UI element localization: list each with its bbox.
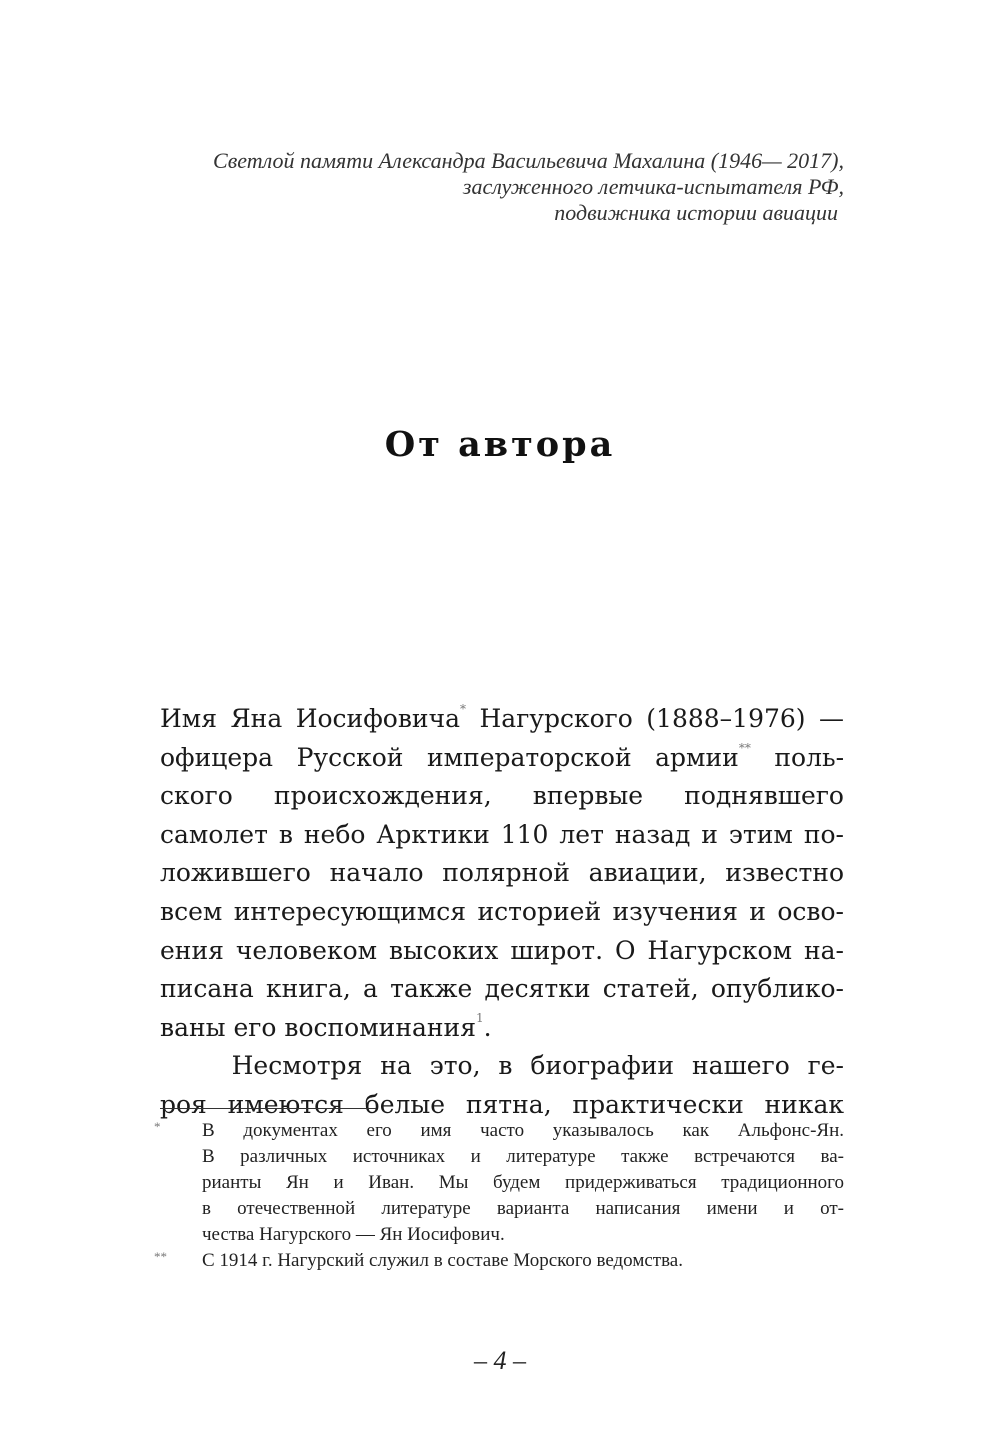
footnote-line: в отечественной литературе варианта написания имени и от- bbox=[202, 1198, 844, 1219]
page-number: – 4 – bbox=[474, 1346, 526, 1375]
body-text bbox=[160, 700, 844, 1125]
footnote-ref[interactable]: * bbox=[460, 702, 467, 716]
footnote-mark: ** bbox=[154, 1249, 167, 1264]
footnote-line: В различных источниках и литературе также встречаются ва- bbox=[202, 1146, 844, 1167]
footnote-divider bbox=[160, 1108, 376, 1109]
body-line: самолет в небо Арктики 110 лет назад и этим по- bbox=[160, 819, 844, 849]
footnote bbox=[154, 1118, 844, 1248]
footnote-line: чества Нагурского — Ян Иосифович. bbox=[202, 1224, 505, 1245]
body-line: всем интересующимся историей изучения и осво- bbox=[160, 896, 844, 926]
epigraph-line: заслуженного летчика-испытателя РФ, bbox=[462, 174, 844, 199]
body-line: Несмотря на это, в биографии нашего ге- bbox=[231, 1051, 844, 1081]
body-line: ваны его воспоминания$^1$. bbox=[160, 1010, 492, 1042]
body-line: ского происхождения, впервые поднявшего bbox=[160, 781, 844, 811]
epigraph bbox=[160, 148, 844, 226]
footnote bbox=[154, 1248, 844, 1274]
footnotes bbox=[154, 1118, 844, 1274]
body-line: писана книга, а также десятки статей, опублико- bbox=[160, 974, 844, 1004]
body-line: роя имеются белые пятна, практически никак bbox=[160, 1089, 844, 1119]
body-line: Имя Яна Иосифовича* Нагурского (1888–1976) — bbox=[160, 702, 845, 733]
body-line: офицера Русской императорской армии** поль- bbox=[160, 740, 845, 772]
footnote-mark: * bbox=[154, 1119, 161, 1134]
epigraph-line: подвижника истории авиации bbox=[554, 200, 838, 225]
body-line: ложившего начало полярной авиации, известно bbox=[160, 858, 844, 888]
footnote-line: рианты Ян и Иван. Мы будем придерживаться традиционного bbox=[202, 1172, 844, 1193]
epigraph-line: Светлой памяти Александра Васильевича Махалина (1946— 2017), bbox=[213, 148, 844, 173]
footnote-line: С 1914 г. Нагурский служил в составе Морского ведомства. bbox=[202, 1250, 683, 1271]
chapter-heading: От автора bbox=[384, 424, 616, 465]
footnote-line: В документах его имя часто указывалось как Альфонс-Ян. bbox=[202, 1120, 844, 1141]
footnote-ref[interactable]: ** bbox=[738, 740, 751, 755]
body-line: ения человеком высоких широт. О Нагурском на- bbox=[160, 935, 844, 965]
footnote-ref[interactable]: 1 bbox=[476, 1010, 484, 1025]
